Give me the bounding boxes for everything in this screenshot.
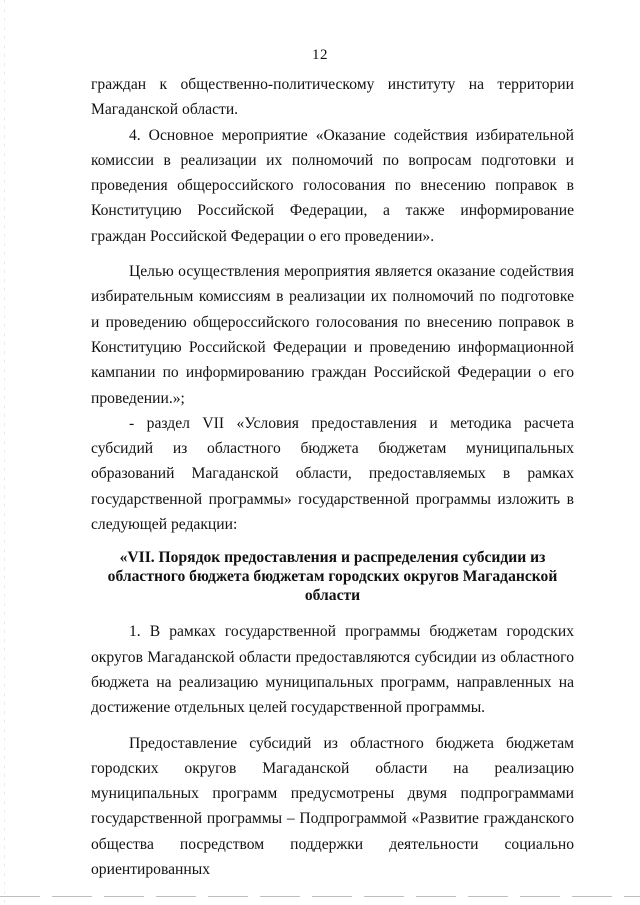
paragraph-subsidy-provision: Предоставление субсидий из областного бюджета бюджетам городских округов Магаданской области на реализацию муниципальных программ предусмотрены двумя подпрограммами государственной программы – Подпрограммой «Развитие гражданского общества посредством поддержки деятельности социально ориентированных <box>91 734 574 879</box>
paragraph-event-purpose: Целью осуществления мероприятия является оказание содействия избирательным комиссиям в реализации их полномочий по подготовке и проведению общероссийского голосования по внесению поправок в Конституцию Российской Федерации и проведению информационной кампании по информированию граждан Российской Федерации о его проведении.»; <box>91 263 574 407</box>
scan-edge-bottom <box>0 896 640 897</box>
paragraph-section-vii-amendment: - раздел VII «Условия предоставления и методика расчета субсидий из областного бюджета бюджетам муниципальных образований Магаданской области, предоставляемых в рамках государственной программы» государственной программы изложить в следующей редакции: <box>91 414 574 534</box>
paragraph-continuation: граждан к общественно-политическому институту на территории Магаданской области. <box>91 76 574 119</box>
document-body <box>91 72 574 882</box>
page-number: 12 <box>312 47 328 63</box>
scan-edge-left <box>4 0 5 905</box>
paragraph-main-event-4: 4. Основное мероприятие «Оказание содействия избирательной комиссии в реализации их полномочий по вопросам подготовки и проведения общероссийского голосования по внесению поправок в Конституцию Российской Федерации, а также информирование граждан Российской Федерации о его проведении». <box>91 126 574 245</box>
section-heading: «VII. Порядок предоставления и распределения субсидии из областного бюджета бюджетам городских округов Магаданской области <box>107 549 558 605</box>
paragraph-clause-1: 1. В рамках государственной программы бюджетам городских округов Магаданской области предоставляются субсидии из областного бюджета на реализацию муниципальных программ, направленных на достижение отдельных целей государственной программы. <box>91 623 574 717</box>
